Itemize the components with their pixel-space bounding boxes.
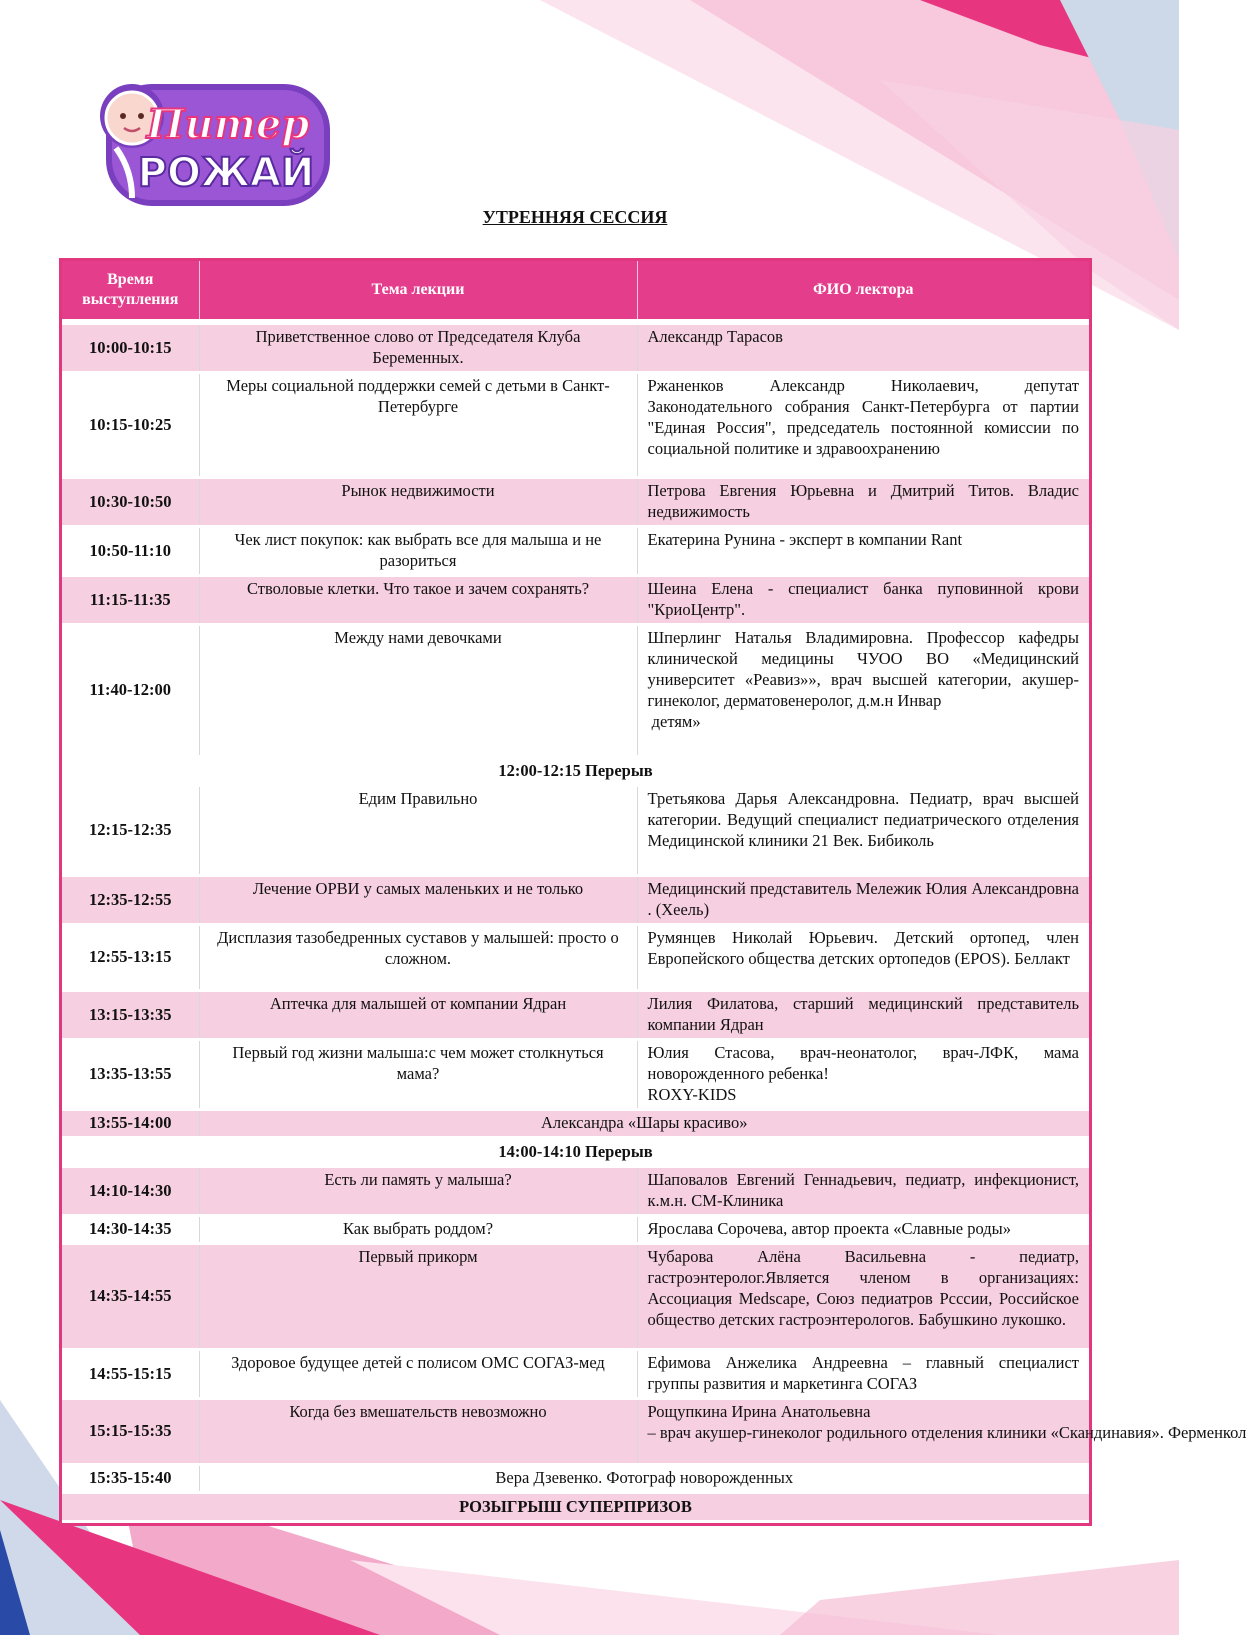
speaker-cell: [637, 576, 1089, 625]
topic-cell: Едим Правильно: [199, 786, 637, 876]
break-cell: РОЗЫГРЫШ СУПЕРПРИЗОВ: [62, 1493, 1089, 1522]
time-cell: 13:55-14:00: [62, 1110, 199, 1138]
speaker-text: Ржаненков Александр Николаевич, депутат Законодательного собрания Санкт-Петербурга от партии "Единая Россия", председатель постоянной комиссии по социальной политике и здравоохранению: [647, 376, 1079, 458]
speaker-text: Лилия Филатова, старший медицинский представитель компании Ядран: [647, 994, 1079, 1034]
table-row: [62, 786, 1089, 876]
time-cell: 12:35-12:55: [62, 876, 199, 925]
speaker-text: Ефимова Анжелика Андреевна – главный специалист группы развития и маркетинга СОГАЗ: [647, 1353, 1079, 1393]
time-cell: 10:00-10:15: [62, 322, 199, 373]
break-row: [62, 1493, 1089, 1522]
topic-cell: Дисплазия тазобедренных суставов у малышей: просто о сложном.: [199, 925, 637, 991]
topic-cell: Здоровое будущее детей с полисом ОМС СОГАЗ-мед: [199, 1350, 637, 1399]
time-cell: 11:40-12:00: [62, 625, 199, 757]
break-cell: 14:00-14:10 Перерыв: [62, 1138, 1089, 1167]
table-row: [62, 373, 1089, 478]
topic-cell: Первый прикорм: [199, 1244, 637, 1350]
table-row: [62, 478, 1089, 527]
table-row: [62, 322, 1089, 373]
speaker-text: Третьякова Дарья Александровна. Педиатр, врач высшей категории. Ведущий специалист педиатрического отделения Медицинской клиники 21 Век. Бибиколь: [647, 789, 1079, 850]
topic-cell: Чек лист покупок: как выбрать все для малыша и не разориться: [199, 527, 637, 576]
speaker-cell: [637, 1399, 1246, 1465]
logo-text-line2: РОЖАЙ: [137, 150, 315, 196]
speaker-text: Медицинский представитель Мележик Юлия Александровна . (Хеель): [647, 879, 1079, 919]
table-row: [62, 576, 1089, 625]
speaker-text: Шперлинг Наталья Владимировна. Профессор кафедры клинической медицины ЧУОО ВО «Медицинский университет «Реавиз»», врач высшей категории, акушер-гинеколог, дерматовенеролог, д.м.н Инвар: [647, 628, 1079, 710]
speaker-text: Шаповалов Евгений Геннадьевич, педиатр, инфекционист, к.м.н. СМ-Клиника: [647, 1170, 1079, 1210]
speaker-cell: [637, 478, 1089, 527]
speaker-text: Рощупкина Ирина Анатольевна: [647, 1402, 871, 1421]
topic-cell: Рынок недвижимости: [199, 478, 637, 527]
merged-cell: Александра «Шары красиво»: [199, 1110, 1089, 1138]
speaker-text: Юлия Стасова, врач-неонатолог, врач-ЛФК, мама новорожденного ребенка!: [647, 1043, 1079, 1083]
table-row: [62, 1399, 1089, 1465]
header-time: Время выступления: [62, 261, 199, 322]
speaker-text: Петрова Евгения Юрьевна и Дмитрий Титов. Владис недвижимость: [647, 481, 1079, 521]
table-row: [62, 1110, 1089, 1138]
time-cell: 13:35-13:55: [62, 1040, 199, 1110]
table-header-row: [62, 261, 1089, 322]
table-row: [62, 527, 1089, 576]
time-cell: 14:55-15:15: [62, 1350, 199, 1399]
table-row: [62, 876, 1089, 925]
speaker-cell: [637, 1216, 1089, 1244]
table-row: [62, 1167, 1089, 1216]
logo-text-line1: Питер: [146, 101, 310, 148]
header-topic: Тема лекции: [199, 261, 637, 322]
topic-cell: Меры социальной поддержки семей с детьми в Санкт-Петербурге: [199, 373, 637, 478]
table-row: [62, 1216, 1089, 1244]
schedule-grid: [62, 261, 1246, 1523]
topic-cell: Между нами девочками: [199, 625, 637, 757]
header-speaker: ФИО лектора: [637, 261, 1089, 322]
logo-piter-rozhay: [88, 78, 338, 223]
time-cell: 15:35-15:40: [62, 1465, 199, 1493]
time-cell: 10:15-10:25: [62, 373, 199, 478]
schedule-table: [59, 258, 1246, 1526]
break-row: [62, 1138, 1089, 1167]
time-cell: 11:15-11:35: [62, 576, 199, 625]
speaker-cell: [637, 786, 1089, 876]
speaker-text: Александр Тарасов: [647, 327, 783, 346]
time-cell: 15:15-15:35: [62, 1399, 199, 1465]
speaker-extra-text: ROXY-KIDS: [647, 1085, 737, 1104]
speaker-cell: [637, 625, 1089, 757]
speaker-text: Чубарова Алёна Васильевна - педиатр, гастроэнтеролог.Является членом в организациях: Ассоциация Medscape, Союз педиатров Рсссии, Российское общество детских гастроэнтерологов. Бабушкино лукошко.: [647, 1247, 1079, 1329]
speaker-cell: [637, 1040, 1089, 1110]
topic-cell: Приветственное слово от Председателя Клуба Беременных.: [199, 322, 637, 373]
table-row: [62, 1244, 1089, 1350]
topic-cell: Как выбрать роддом?: [199, 1216, 637, 1244]
speaker-extra-text: детям»: [647, 712, 701, 731]
table-row: [62, 925, 1089, 991]
session-title: УТРЕННЯЯ СЕССИЯ: [482, 207, 668, 227]
time-cell: 12:15-12:35: [62, 786, 199, 876]
time-cell: 14:30-14:35: [62, 1216, 199, 1244]
speaker-text: Екатерина Рунина - эксперт в компании Rant: [647, 530, 963, 549]
topic-cell: Стволовые клетки. Что такое и зачем сохранять?: [199, 576, 637, 625]
time-cell: 10:50-11:10: [62, 527, 199, 576]
time-cell: 14:35-14:55: [62, 1244, 199, 1350]
topic-cell: Первый год жизни малыша:с чем может столкнуться мама?: [199, 1040, 637, 1110]
table-row: [62, 1350, 1089, 1399]
time-cell: 14:10-14:30: [62, 1167, 199, 1216]
speaker-cell: [637, 322, 1089, 373]
topic-cell: Есть ли память у малыша?: [199, 1167, 637, 1216]
speaker-cell: [637, 527, 1089, 576]
speaker-cell: [637, 925, 1089, 991]
topic-cell: Лечение ОРВИ у самых маленьких и не только: [199, 876, 637, 925]
speaker-text: Румянцев Николай Юрьевич. Детский ортопед, член Европейского общества детских ортопедов (EPOS). Беллакт: [647, 928, 1079, 968]
speaker-cell: [637, 991, 1089, 1040]
speaker-text: Шеина Елена - специалист банка пуповинной крови "КриоЦентр".: [647, 579, 1079, 619]
speaker-extra-text: – врач акушер-гинеколог родильного отделения клиники «Скандинавия». Ферменкол: [647, 1423, 1246, 1442]
speaker-cell: [637, 373, 1089, 478]
speaker-cell: [637, 1167, 1089, 1216]
table-row: [62, 625, 1089, 757]
speaker-text: Ярослава Сорочева, автор проекта «Славные роды»: [647, 1219, 1011, 1238]
time-cell: 13:15-13:35: [62, 991, 199, 1040]
speaker-cell: [637, 1350, 1089, 1399]
logo-graphic: [88, 78, 338, 223]
speaker-cell: [637, 876, 1089, 925]
time-cell: 12:55-13:15: [62, 925, 199, 991]
table-row: [62, 1040, 1089, 1110]
break-row: [62, 757, 1089, 786]
table-row: [62, 1465, 1089, 1493]
break-cell: 12:00-12:15 Перерыв: [62, 757, 1089, 786]
time-cell: 10:30-10:50: [62, 478, 199, 527]
topic-cell: Аптечка для малышей от компании Ядран: [199, 991, 637, 1040]
table-row: [62, 991, 1089, 1040]
merged-cell: Вера Дзевенко. Фотограф новорожденных: [199, 1465, 1089, 1493]
topic-cell: Когда без вмешательств невозможно: [199, 1399, 637, 1465]
speaker-cell: [637, 1244, 1089, 1350]
